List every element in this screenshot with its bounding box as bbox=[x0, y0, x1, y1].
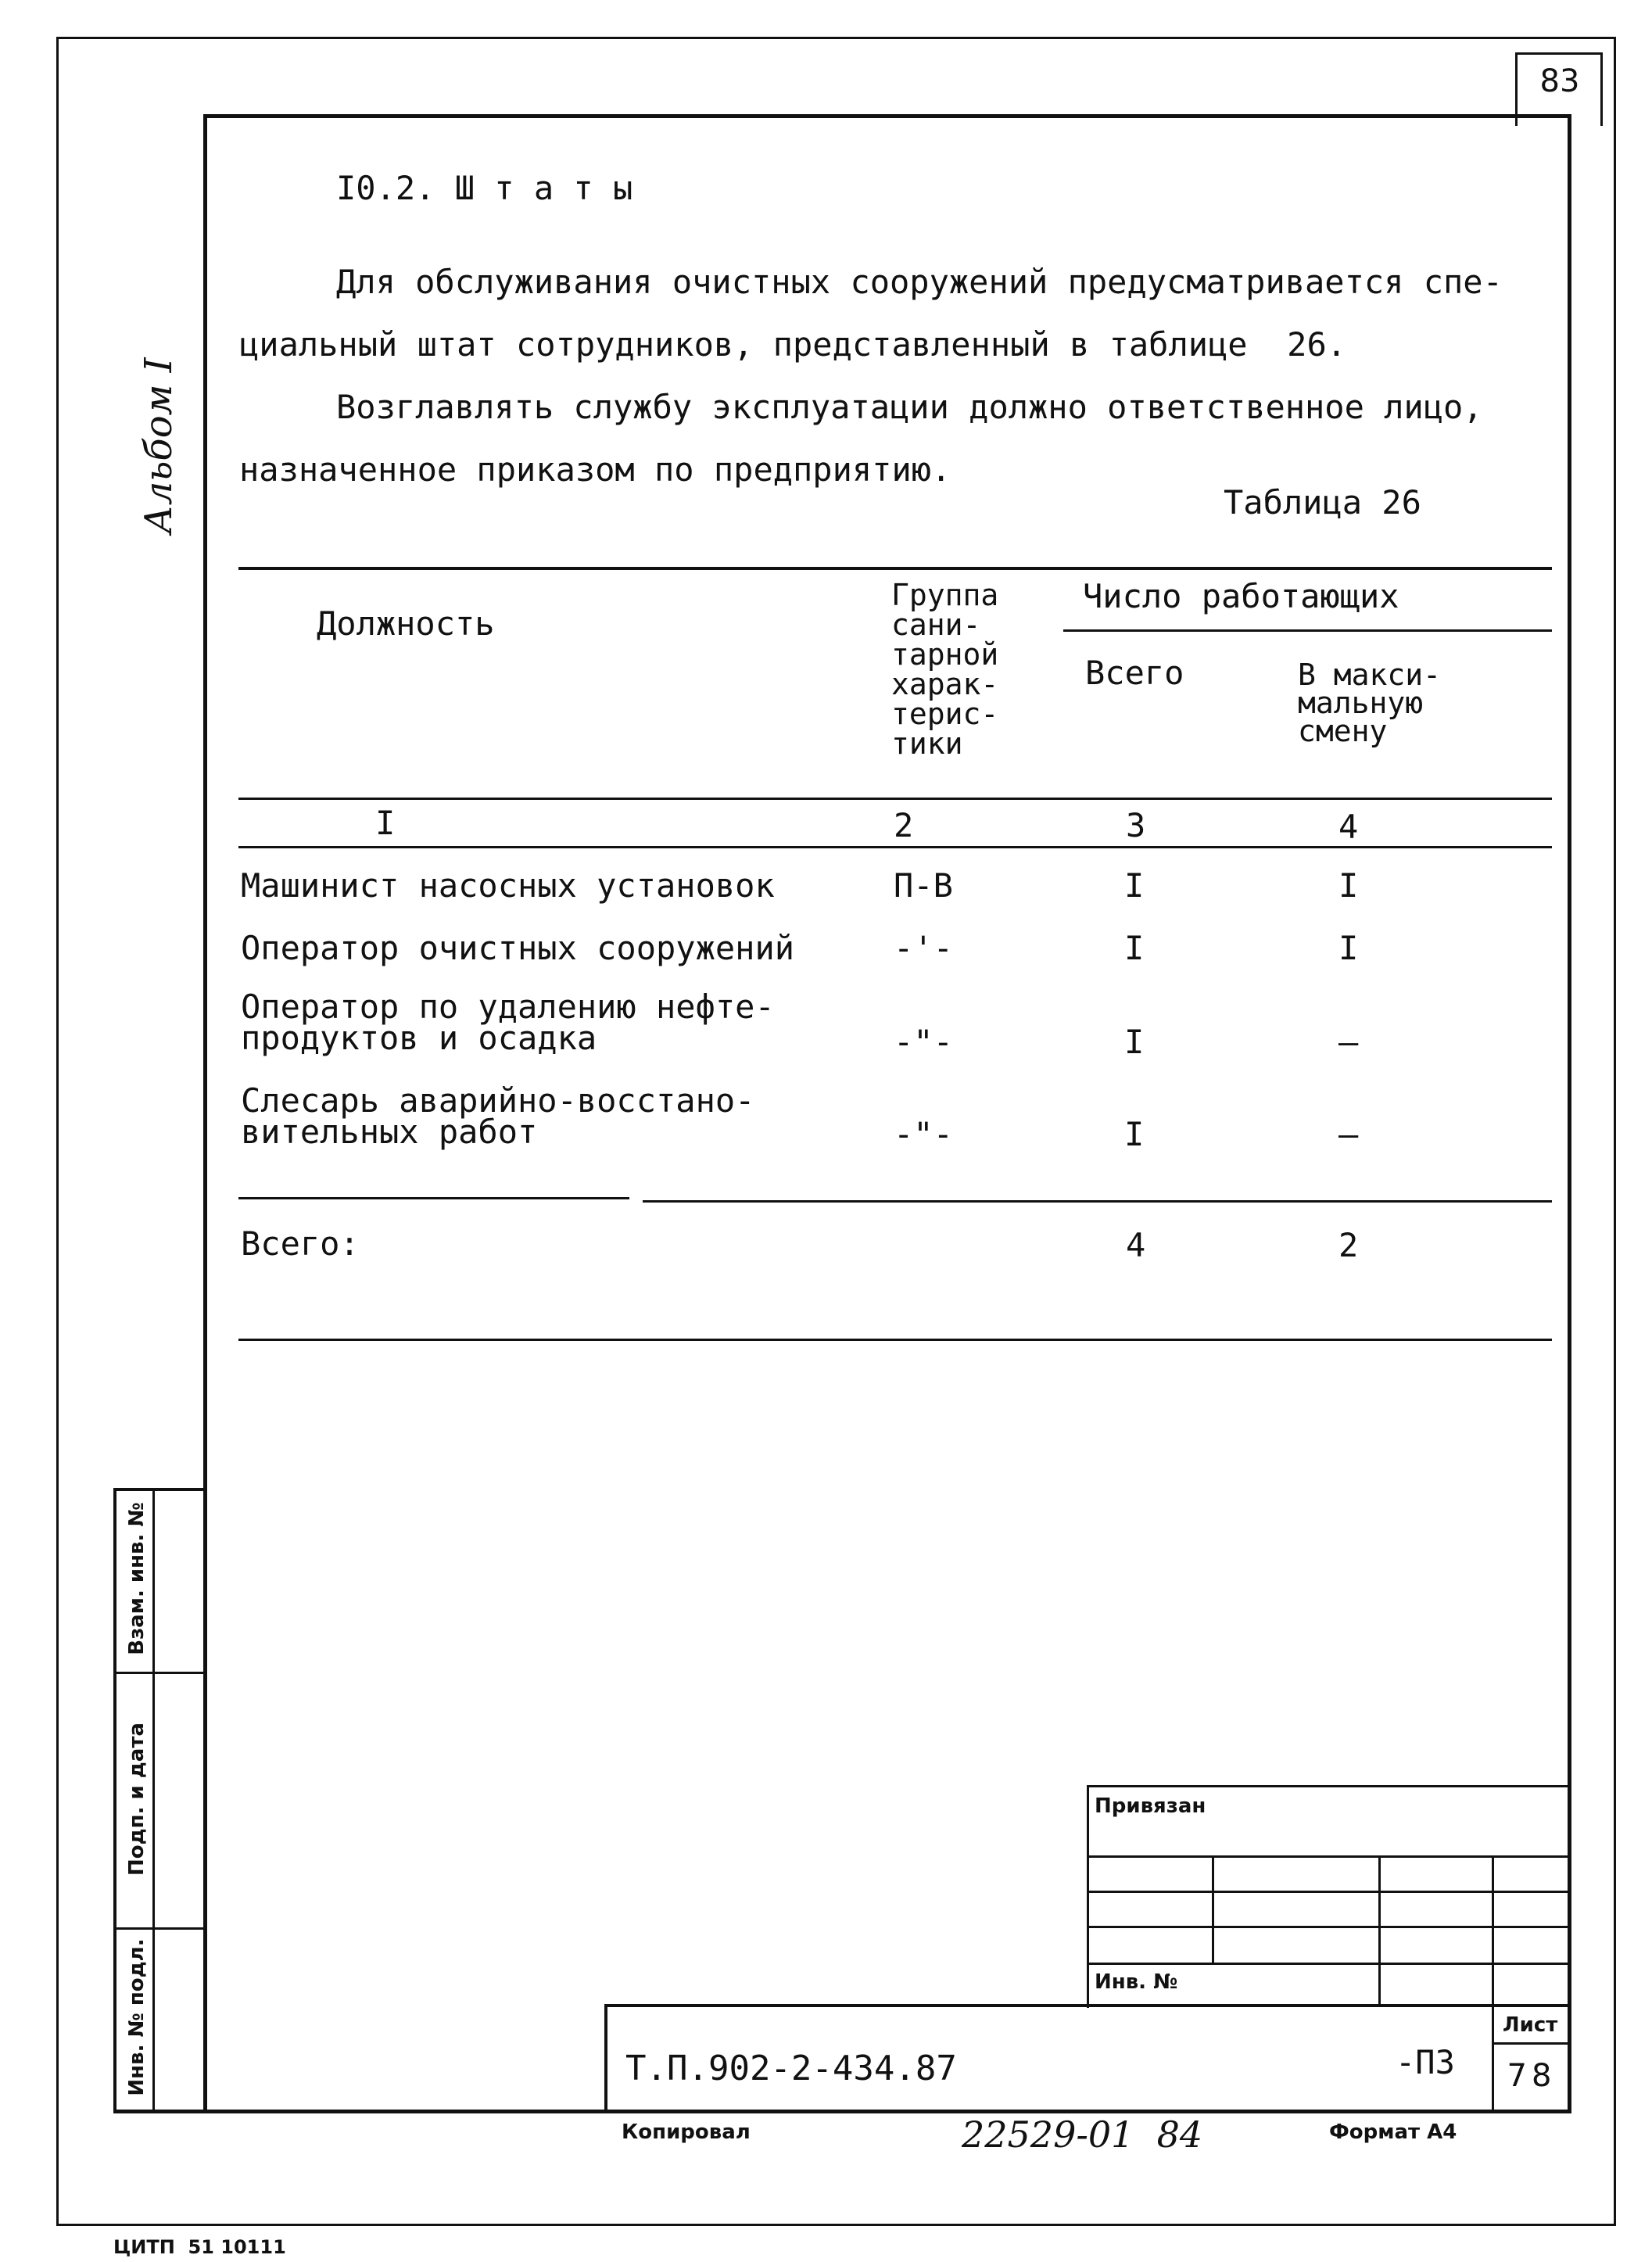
row-3-total: I bbox=[1124, 1023, 1145, 1061]
header-bottom-rule bbox=[238, 798, 1552, 800]
page-number-box-top bbox=[1515, 52, 1603, 55]
tb-privyazan-left bbox=[1087, 1785, 1089, 2008]
outer-border-top bbox=[56, 37, 1616, 39]
frame-right bbox=[1568, 114, 1571, 2112]
paragraph-line-1: Для обслуживания очистных сооружений предусматривается спе- bbox=[336, 263, 1503, 301]
tb-row-line-2 bbox=[1087, 1891, 1571, 1893]
row-2-position: Оператор очистных сооружений bbox=[241, 929, 795, 967]
row-1-position: Машинист насосных установок bbox=[241, 866, 775, 905]
outer-border-right bbox=[1614, 37, 1616, 2226]
tb-sheet-label: Лист bbox=[1503, 2013, 1558, 2037]
row-4-position: Слесарь аварийно-восстано- вительных работ bbox=[241, 1081, 755, 1151]
tb-row-line-4 bbox=[1087, 1963, 1571, 1965]
tb-row-line-3 bbox=[1087, 1926, 1571, 1928]
section-heading: I0.2. Ш т а т ы bbox=[336, 169, 633, 207]
album-label: Альбом I bbox=[137, 357, 181, 534]
row-3-max-shift: – bbox=[1338, 1023, 1359, 1061]
row-4-group: -"- bbox=[894, 1115, 953, 1153]
side-stamp-podp: Подп. и дата bbox=[125, 1722, 149, 1876]
body-rule-b bbox=[643, 1200, 1552, 1203]
side-stamp-left bbox=[113, 1488, 116, 2113]
table-top-rule bbox=[238, 567, 1552, 570]
footer-format: Формат А4 bbox=[1329, 2120, 1457, 2144]
tb-col-line-1 bbox=[1212, 1855, 1214, 1965]
frame-top bbox=[203, 114, 1571, 118]
footer-printer: ЦИТП 51 10111 bbox=[113, 2236, 286, 2258]
header-total: Всего bbox=[1085, 654, 1184, 692]
header-position: Должность bbox=[317, 604, 495, 643]
tb-doc-suffix: -ПЗ bbox=[1396, 2043, 1455, 2081]
colnum-4: 4 bbox=[1338, 808, 1359, 846]
frame-bottom bbox=[113, 2110, 1571, 2113]
side-stamp-inv: Инв. № подл. bbox=[125, 1938, 149, 2096]
colnum-3: 3 bbox=[1126, 806, 1146, 844]
summary-total: 4 bbox=[1126, 1226, 1146, 1264]
side-stamp-divider bbox=[152, 1488, 155, 2113]
page-number: 83 bbox=[1539, 63, 1580, 99]
row-2-group: -'- bbox=[894, 929, 953, 967]
row-4-max-shift: – bbox=[1338, 1115, 1359, 1153]
tb-doc-code: Т.П.902-2-434.87 bbox=[625, 2049, 957, 2088]
header-workers: Число работающих bbox=[1083, 577, 1399, 615]
paragraph-line-4: назначенное приказом по предприятию. bbox=[239, 450, 951, 489]
body-rule-a bbox=[238, 1197, 629, 1199]
workers-rule bbox=[1063, 629, 1552, 632]
tb-col-line-2 bbox=[1378, 1855, 1381, 2004]
header-max-shift: В макси- мальную смену bbox=[1298, 658, 1442, 748]
tb-main-top bbox=[604, 2004, 1571, 2007]
row-1-group: П-В bbox=[894, 866, 953, 905]
footer-order-number: 22529-01 84 bbox=[962, 2113, 1203, 2156]
tb-inv-label: Инв. № bbox=[1095, 1970, 1178, 1994]
row-1-total: I bbox=[1124, 866, 1145, 905]
row-2-max-shift: I bbox=[1338, 929, 1359, 967]
tb-privyazan-label: Привязан bbox=[1095, 1794, 1206, 1818]
tb-row-line-1 bbox=[1087, 1855, 1571, 1858]
colnum-2: 2 bbox=[894, 806, 914, 844]
table-caption: Таблица 26 bbox=[1224, 483, 1421, 522]
tb-sheet-left bbox=[1492, 2004, 1494, 2113]
row-2-total: I bbox=[1124, 929, 1145, 967]
frame-left bbox=[203, 114, 207, 2112]
colnum-bottom-rule bbox=[238, 846, 1552, 848]
paragraph-line-3: Возглавлять службу эксплуатации должно ответственное лицо, bbox=[336, 388, 1483, 426]
outer-border-bottom bbox=[56, 2224, 1616, 2226]
table-bottom-rule bbox=[238, 1339, 1552, 1341]
outer-border-left bbox=[56, 37, 59, 2226]
row-1-max-shift: I bbox=[1338, 866, 1359, 905]
tb-sheet-number: 78 bbox=[1507, 2058, 1557, 2094]
row-3-group: -"- bbox=[894, 1023, 953, 1061]
row-3-position: Оператор по удалению нефте- продуктов и осадка bbox=[241, 988, 775, 1057]
colnum-1: I bbox=[375, 804, 396, 842]
tb-privyazan-top bbox=[1087, 1785, 1571, 1787]
side-stamp-vzam: Взам. инв. № bbox=[125, 1502, 149, 1655]
page-number-box-right bbox=[1600, 52, 1603, 126]
side-stamp-sep-1 bbox=[113, 1672, 206, 1674]
footer-kopiroval: Копировал bbox=[622, 2120, 751, 2144]
tb-main-left bbox=[604, 2004, 607, 2113]
paragraph-line-2: циальный штат сотрудников, представленный в таблице 26. bbox=[239, 325, 1347, 364]
summary-max-shift: 2 bbox=[1338, 1226, 1359, 1264]
tb-sheet-line bbox=[1492, 2042, 1571, 2045]
summary-label: Всего: bbox=[241, 1224, 360, 1263]
row-4-total: I bbox=[1124, 1115, 1145, 1153]
header-group: Группа сани- тарной харак- терис- тики bbox=[891, 578, 999, 761]
tb-col-line-3 bbox=[1492, 1855, 1494, 2004]
